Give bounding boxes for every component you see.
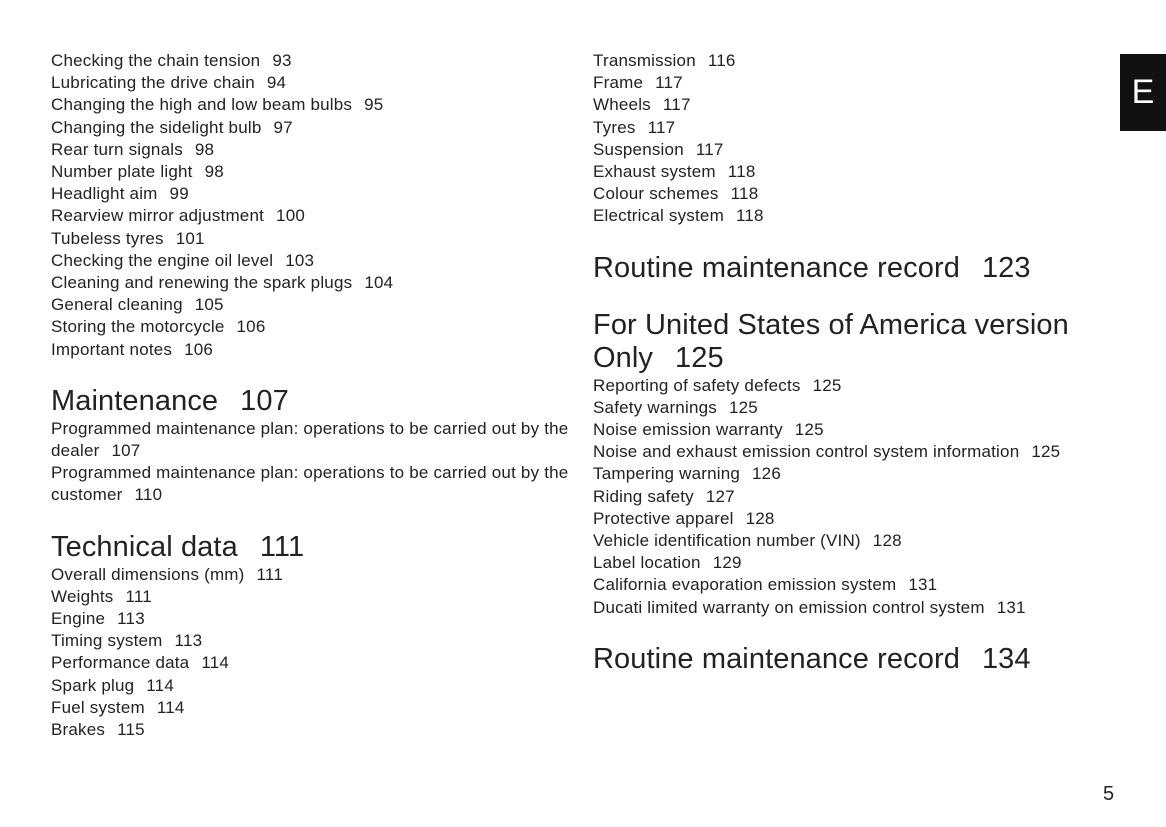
toc-entry[interactable]: Weights 111 (51, 586, 152, 606)
toc-entry[interactable]: General cleaning 105 (51, 295, 224, 315)
toc-entry[interactable]: Engine 113 (51, 609, 145, 629)
toc-entry[interactable]: Checking the engine oil level 103 (51, 250, 315, 270)
toc-entry[interactable]: Noise emission warranty 125 (593, 420, 824, 440)
left-intro-list (51, 50, 571, 361)
usa-heading-line2: Only (593, 341, 654, 374)
toc-entry[interactable]: Spark plug 114 (51, 675, 174, 695)
toc-entry[interactable]: California evaporation emission system 131 (593, 575, 938, 595)
toc-entry[interactable]: Overall dimensions (mm) 111 (51, 564, 283, 584)
toc-entry[interactable]: Exhaust system 118 (593, 162, 756, 182)
toc-entry[interactable]: Frame 117 (593, 73, 683, 93)
section-heading-routine-maintenance-record[interactable]: Routine maintenance record 123 (593, 251, 1031, 284)
section-tab (1120, 54, 1166, 131)
toc-entry[interactable]: Lubricating the drive chain 94 (51, 73, 287, 93)
toc-entry[interactable]: Riding safety 127 (593, 486, 735, 506)
toc-entry[interactable]: Tyres 117 (593, 117, 676, 137)
toc-entry[interactable]: Wheels 117 (593, 95, 691, 115)
toc-entry[interactable]: Rearview mirror adjustment 100 (51, 206, 306, 226)
section-heading-technical-data[interactable]: Technical data 111 (51, 530, 305, 563)
toc-entry[interactable]: Reporting of safety defects 125 (593, 375, 842, 395)
toc-entry[interactable]: Programmed maintenance plan: operations to be carried out by the dealer 107 (51, 418, 569, 461)
toc-entry[interactable]: Tampering warning 126 (593, 464, 781, 484)
page-number: 5 (1103, 783, 1115, 805)
right-intro-list (593, 50, 1113, 228)
toc-entry[interactable]: Safety warnings 125 (593, 397, 758, 417)
right-toc-column (593, 50, 1113, 676)
toc-entry[interactable]: Suspension 117 (593, 139, 724, 159)
toc-entry[interactable]: Cleaning and renewing the spark plugs 104 (51, 273, 394, 293)
toc-entry[interactable]: Label location 129 (593, 553, 742, 573)
section-heading-maintenance[interactable]: Maintenance 107 (51, 384, 289, 417)
toc-entry[interactable]: Tubeless tyres 101 (51, 228, 205, 248)
toc-entry[interactable]: Vehicle identification number (VIN) 128 (593, 531, 902, 551)
toc-entry[interactable]: Checking the chain tension 93 (51, 51, 292, 70)
toc-entry[interactable]: Ducati limited warranty on emission control system 131 (593, 597, 1026, 617)
toc-entry[interactable]: Number plate light 98 (51, 162, 224, 182)
toc-entry[interactable]: Storing the motorcycle 106 (51, 317, 266, 337)
toc-entry[interactable]: Timing system 113 (51, 631, 203, 651)
usa-heading-line1: For United States of America version (593, 308, 1069, 341)
toc-entry[interactable]: Performance data 114 (51, 653, 230, 673)
usa-heading-page: 125 (675, 341, 724, 374)
maintenance-list (51, 418, 571, 507)
technical-data-list (51, 564, 571, 742)
toc-entry[interactable]: Electrical system 118 (593, 206, 764, 226)
section-tab-letter: E (1131, 73, 1155, 111)
toc-entry[interactable]: Noise and exhaust emission control system information 125 (593, 442, 1061, 462)
left-toc-column (51, 50, 571, 741)
usa-list (593, 375, 1113, 619)
toc-entry[interactable]: Protective apparel 128 (593, 508, 775, 528)
toc-entry[interactable]: Important notes 106 (51, 339, 214, 359)
toc-entry[interactable]: Changing the high and low beam bulbs 95 (51, 95, 384, 115)
toc-entry[interactable]: Changing the sidelight bulb 97 (51, 117, 293, 137)
toc-entry[interactable]: Programmed maintenance plan: operations to be carried out by the customer 110 (51, 463, 569, 505)
toc-entry[interactable]: Rear turn signals 98 (51, 139, 215, 159)
toc-entry[interactable]: Headlight aim 99 (51, 184, 189, 204)
toc-entry[interactable]: Colour schemes 118 (593, 184, 759, 204)
toc-entry[interactable]: Fuel system 114 (51, 697, 185, 717)
section-heading-usa-version[interactable] (593, 309, 1113, 375)
section-heading-routine-maintenance-record-2[interactable]: Routine maintenance record 134 (593, 642, 1031, 675)
toc-entry[interactable]: Brakes 115 (51, 720, 145, 740)
toc-entry[interactable]: Transmission 116 (593, 51, 736, 70)
